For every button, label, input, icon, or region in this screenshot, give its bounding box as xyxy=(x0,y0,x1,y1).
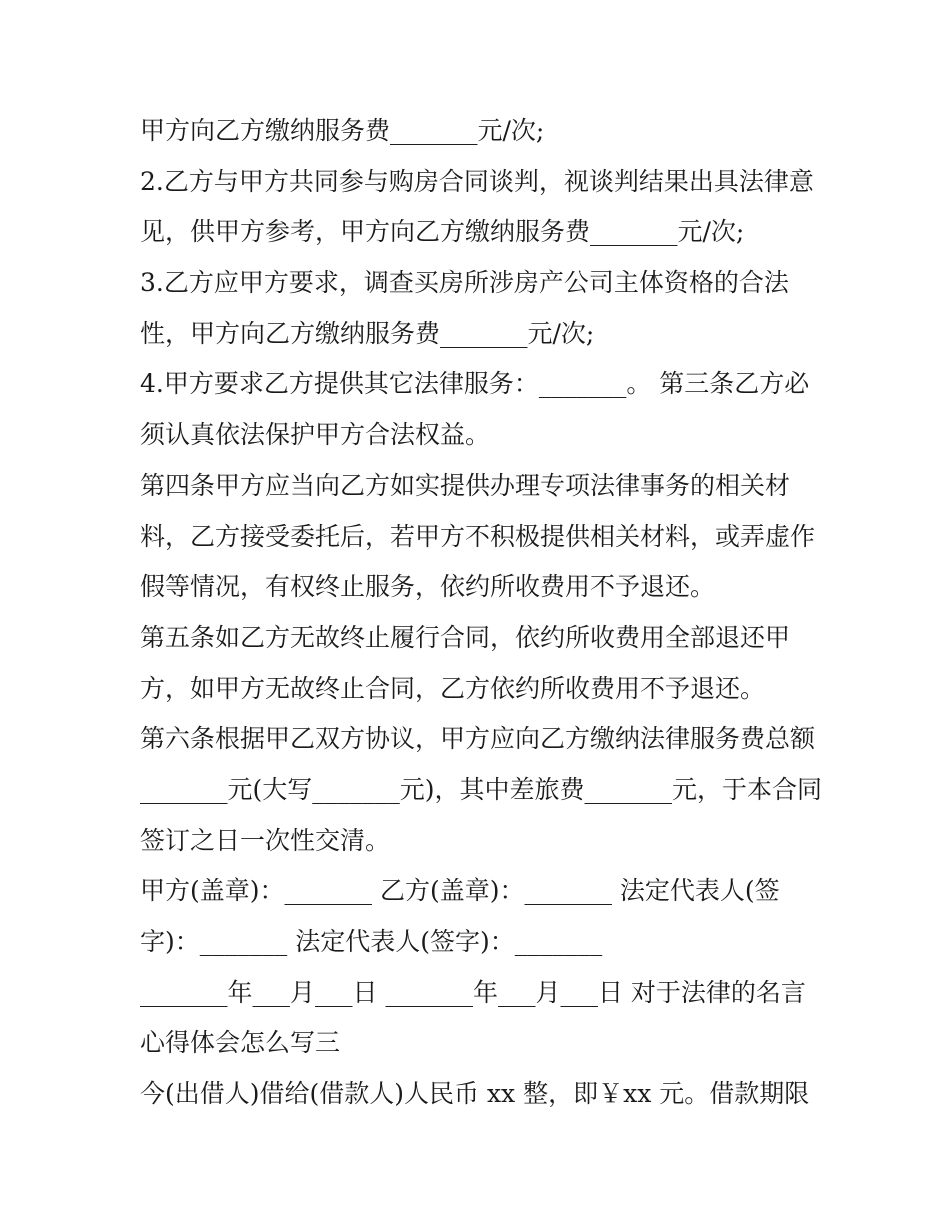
text-line: 字)：_______ 法定代表人(签字)：_______ xyxy=(140,927,603,956)
text-line: 见，供甲方参考，甲方向乙方缴纳服务费_______元/次; xyxy=(140,217,745,247)
text-line: 须认真依法保护甲方合法权益。 xyxy=(140,420,491,450)
text-line: 2.乙方与甲方共同参与购房合同谈判，视谈判结果出具法律意 xyxy=(140,166,814,196)
text-line: 签订之日一次性交清。 xyxy=(140,825,391,855)
text-line: 第五条如乙方无故终止履行合同，依约所收费用全部退还甲 xyxy=(140,622,791,652)
text-line: 今(出借人)借给(借款人)人民币 xx 整，即￥xx 元。借款期限 xyxy=(140,1079,810,1109)
text-line: 甲方(盖章)：_______ 乙方(盖章)：_______ 法定代表人(签 xyxy=(140,876,780,906)
text-line: 甲方向乙方缴纳服务费_______元/次; xyxy=(140,116,545,145)
text-line: 第六条根据甲乙双方协议，甲方应向乙方缴纳法律服务费总额 xyxy=(140,724,816,754)
text-line: _______元(大写_______元)，其中差旅费_______元，于本合同 xyxy=(140,774,823,804)
text-line: _______年___月___日 _______年___月___日 对于法律的名言 xyxy=(140,977,806,1007)
text-line: 4.甲方要求乙方提供其它法律服务：_______。 第三条乙方必 xyxy=(140,369,810,399)
text-line: 料，乙方接受委托后，若甲方不积极提供相关材料，或弄虚作 xyxy=(140,521,816,551)
text-line: 3.乙方应甲方要求，调查买房所涉房产公司主体资格的合法 xyxy=(140,268,789,298)
text-line: 假等情况，有权终止服务，依约所收费用不予退还。 xyxy=(140,572,716,602)
text-line: 性，甲方向乙方缴纳服务费_______元/次; xyxy=(140,318,595,348)
text-line: 心得体会怎么写三 xyxy=(140,1028,341,1058)
text-line: 方，如甲方无故终止合同，乙方依约所收费用不予退还。 xyxy=(140,673,766,703)
text-line: 第四条甲方应当向乙方如实提供办理专项法律事务的相关材 xyxy=(140,470,791,500)
document-body xyxy=(140,106,823,1120)
